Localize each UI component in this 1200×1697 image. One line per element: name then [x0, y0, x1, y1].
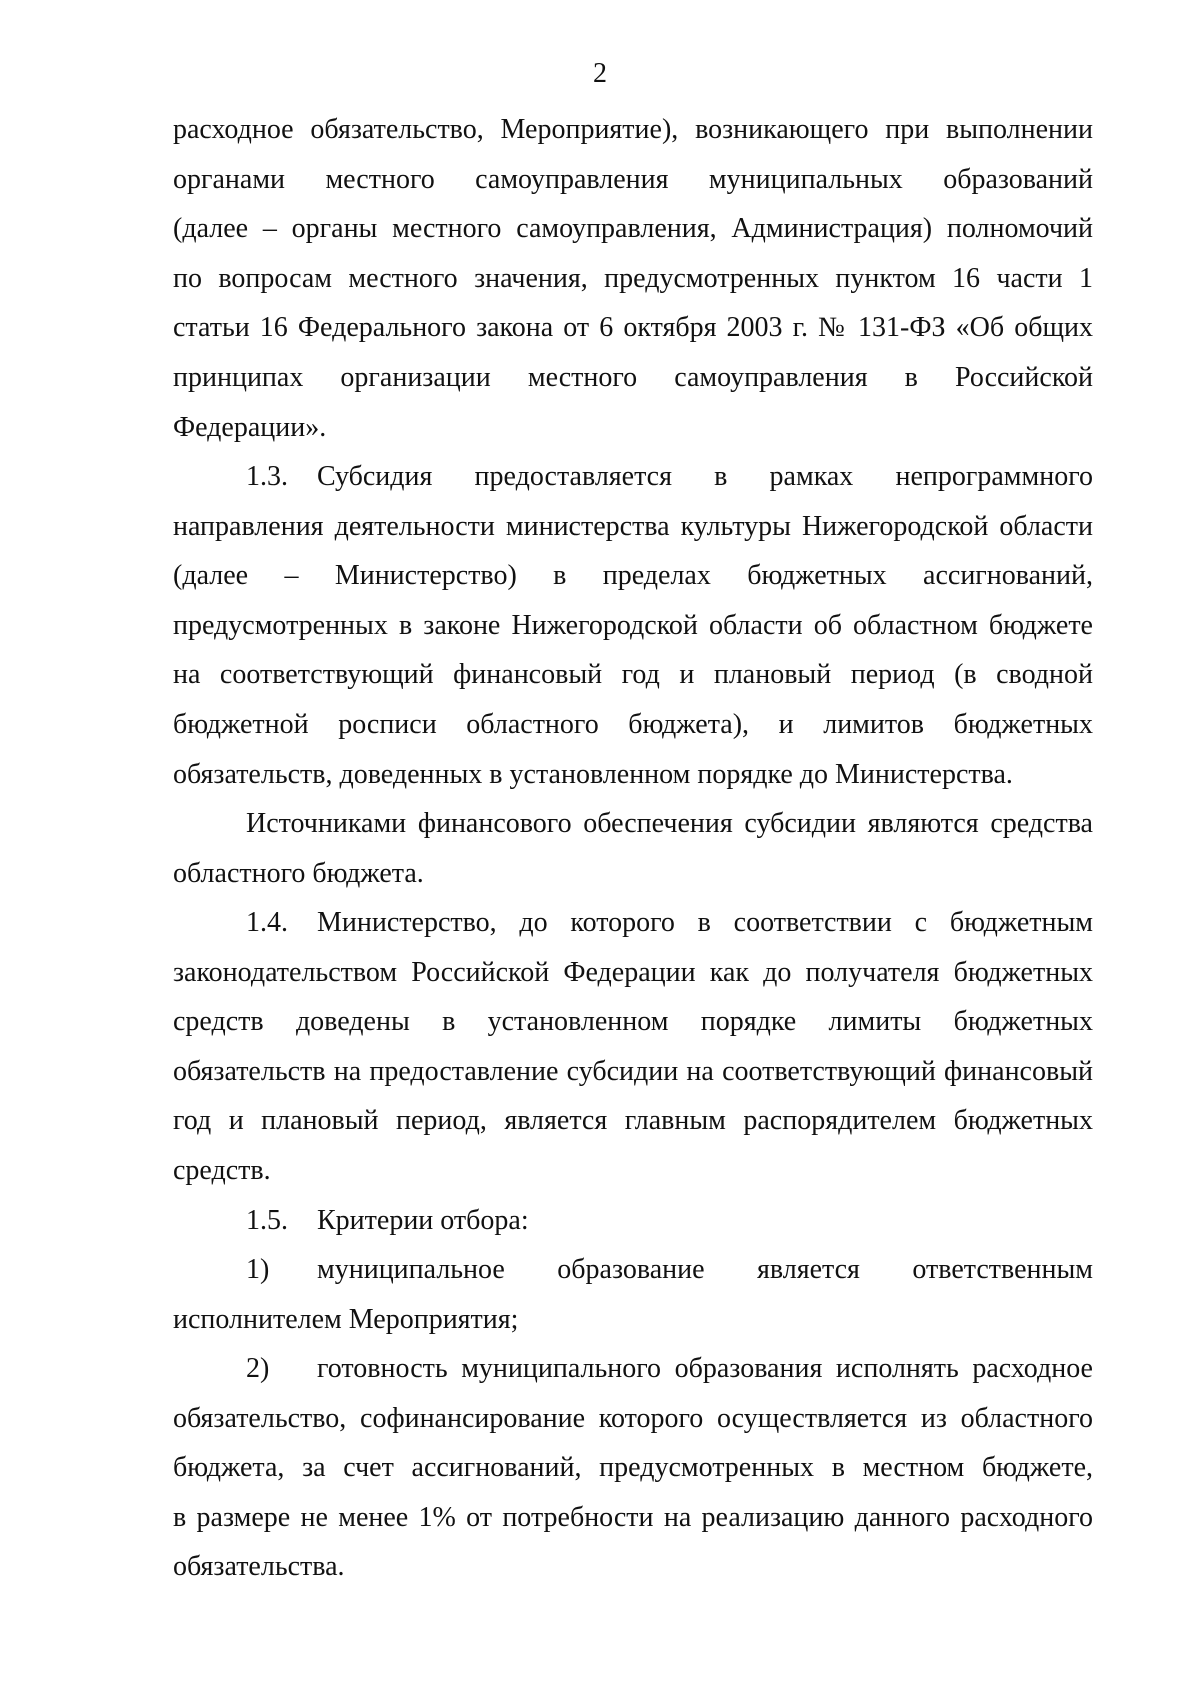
- text-line: средств.: [173, 1154, 271, 1186]
- text-line: [173, 1245, 1093, 1295]
- text-line: в размере не менее 1% от потребности на реализацию данного расходного: [173, 1501, 1093, 1533]
- text-line: статьи 16 Федерального закона от 6 октября 2003 г. № 131-ФЗ «Об общих: [173, 312, 1093, 344]
- text-line: расходное обязательство, Мероприятие), возникающего при выполнении: [173, 114, 1093, 145]
- clause-text: Критерии отбора:: [317, 1205, 529, 1236]
- list-number: 2): [246, 1353, 270, 1384]
- text-line: областного бюджета.: [173, 857, 424, 889]
- paragraph-funding-sources: [173, 799, 1093, 898]
- clause-1-3: [173, 452, 1093, 799]
- criterion-1: [173, 1245, 1093, 1344]
- text-line: Источниками финансового обеспечения субсидии являются средства: [246, 808, 1093, 839]
- paragraph-continuation: [173, 105, 1093, 452]
- text-line: обязательство, софинансирование которого осуществляется из областного: [173, 1402, 1093, 1434]
- text-line: бюджетной росписи областного бюджета), и лимитов бюджетных: [173, 708, 1093, 740]
- text-line: по вопросам местного значения, предусмотренных пунктом 16 части 1: [173, 262, 1093, 294]
- list-number: 1): [246, 1254, 270, 1285]
- clause-1-5: [173, 1196, 1093, 1246]
- text-line: [173, 898, 1093, 948]
- clause-first-line: Министерство, до которого в соответствии с бюджетным: [317, 907, 1093, 938]
- clause-1-4: [173, 898, 1093, 1196]
- clause-number: 1.4.: [246, 907, 288, 938]
- clause-number: 1.3.: [246, 461, 288, 492]
- text-line: предусмотренных в законе Нижегородской области об областном бюджете: [173, 609, 1093, 641]
- text-line: на соответствующий финансовый год и плановый период (в сводной: [173, 659, 1093, 691]
- clause-first-line: Субсидия предоставляется в рамках непрограммного: [317, 461, 1093, 492]
- text-line: [173, 452, 1093, 502]
- list-first-line: готовность муниципального образования исполнять расходное: [317, 1353, 1093, 1384]
- text-line: обязательства.: [173, 1551, 345, 1583]
- text-line: законодательством Российской Федерации как до получателя бюджетных: [173, 956, 1093, 988]
- text-line: средств доведены в установленном порядке лимиты бюджетных: [173, 1006, 1093, 1038]
- text-line: органами местного самоуправления муниципальных образований: [173, 163, 1093, 195]
- page-number: 2: [593, 58, 607, 89]
- text-line: [173, 1196, 1093, 1246]
- text-line: (далее – Министерство) в пределах бюджетных ассигнований,: [173, 560, 1093, 592]
- list-first-line: муниципальное образование является ответственным: [317, 1254, 1093, 1285]
- text-line: (далее – органы местного самоуправления, Администрация) полномочий: [173, 213, 1093, 245]
- text-line: [173, 1344, 1093, 1394]
- text-line: принципах организации местного самоуправления в Российской: [173, 361, 1093, 393]
- text-line: Федерации».: [173, 411, 327, 443]
- text-line: год и плановый период, является главным распорядителем бюджетных: [173, 1105, 1093, 1137]
- clause-number: 1.5.: [246, 1205, 288, 1236]
- criterion-2: [173, 1344, 1093, 1592]
- text-line: обязательств, доведенных в установленном порядке до Министерства.: [173, 758, 1013, 790]
- text-line: исполнителем Мероприятия;: [173, 1303, 519, 1335]
- text-line: направления деятельности министерства культуры Нижегородской области: [173, 510, 1093, 542]
- text-line: обязательств на предоставление субсидии на соответствующий финансовый: [173, 1055, 1093, 1087]
- text-line: бюджета, за счет ассигнований, предусмотренных в местном бюджете,: [173, 1452, 1093, 1484]
